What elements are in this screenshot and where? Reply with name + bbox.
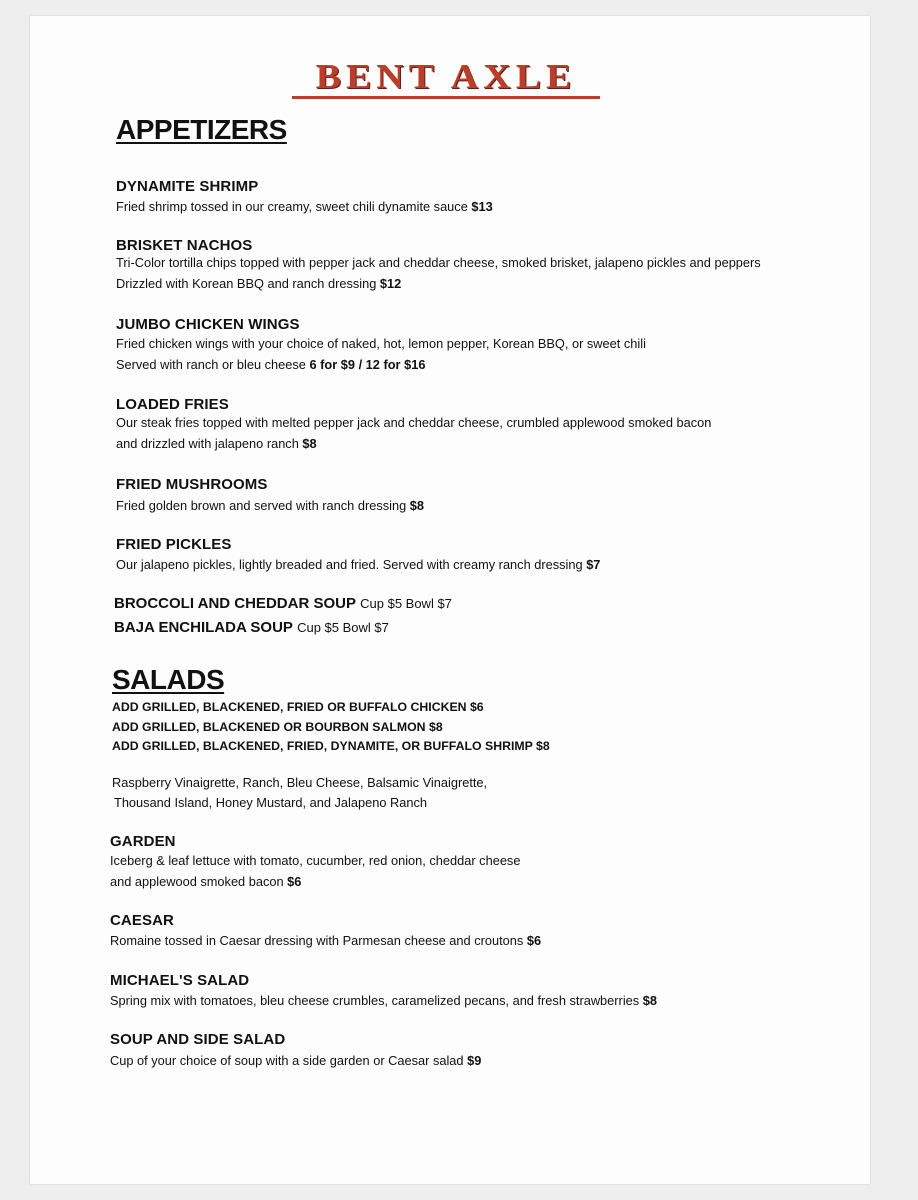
salad-description [110,1050,481,1071]
salad-addon: ADD GRILLED, BLACKENED, FRIED, DYNAMITE, OR BUFFALO SHRIMP $8 [112,739,550,753]
soup-price: Cup $5 Bowl $7 [297,620,389,635]
item-price: 6 for $9 / 12 for $16 [309,357,426,372]
logo-underline [292,96,600,99]
appetizer-description [116,495,424,516]
salad-addon: ADD GRILLED, BLACKENED OR BOURBON SALMON $8 [112,720,443,734]
description-line: and drizzled with jalapeno ranch [116,436,299,451]
dressing-line: Raspberry Vinaigrette, Ranch, Bleu Cheese, Balsamic Vinaigrette, [112,775,488,790]
description-line: Tri-Color tortilla chips topped with pepper jack and cheddar cheese, smoked brisket, jalapeno pickles and peppers [116,255,761,270]
description-line: Drizzled with Korean BBQ and ranch dressing [116,276,377,291]
item-price: $8 [409,498,425,513]
description-line: Our steak fries topped with melted pepper jack and cheddar cheese, crumbled applewood smoked bacon [116,415,712,430]
item-price: $8 [642,993,657,1008]
soup-item [114,595,452,612]
appetizer-name: FRIED MUSHROOMS [116,476,268,493]
item-price: $6 [526,933,542,948]
description-line: Cup of your choice of soup with a side garden or Caesar salad [110,1053,464,1068]
appetizer-description [116,554,600,575]
item-price: $6 [287,874,302,889]
appetizer-description [116,196,493,217]
description-line: Fried shrimp tossed in our creamy, sweet chili dynamite sauce [116,199,468,214]
salad-name: GARDEN [110,833,176,850]
item-price: $9 [467,1053,482,1068]
dressing-list [112,773,487,813]
description-line: Our jalapeno pickles, lightly breaded and fried. Served with creamy ranch dressing [116,557,583,572]
description-line: and applewood smoked bacon [110,874,284,889]
salad-name: SOUP AND SIDE SALAD [110,1031,286,1048]
description-line: Fried golden brown and served with ranch dressing [116,498,407,513]
appetizer-name: BRISKET NACHOS [116,237,253,254]
soup-item [114,619,389,636]
appetizer-description [116,252,761,294]
salad-name: MICHAEL'S SALAD [110,972,250,989]
appetizer-name: LOADED FRIES [116,396,229,413]
item-price: $13 [471,199,493,214]
restaurant-logo [286,57,606,99]
description-line: Served with ranch or bleu cheese [116,357,306,372]
appetizer-description [116,412,711,454]
soup-name: BROCCOLI AND CHEDDAR SOUP [114,595,356,612]
item-price: $7 [586,557,601,572]
soup-price: Cup $5 Bowl $7 [360,596,452,611]
appetizers-heading: APPETIZERS [116,114,287,145]
item-price: $8 [302,436,317,451]
appetizer-description [116,333,646,375]
appetizer-name: FRIED PICKLES [116,536,232,553]
soup-name: BAJA ENCHILADA SOUP [114,619,293,636]
dressing-line: Thousand Island, Honey Mustard, and Jalapeno Ranch [114,795,428,810]
restaurant-name: BENT AXLE [315,57,577,97]
description-line: Spring mix with tomatoes, bleu cheese crumbles, caramelized pecans, and fresh strawberries [110,993,640,1008]
menu-page [30,16,870,1184]
salad-name: CAESAR [110,912,174,929]
appetizer-name: DYNAMITE SHRIMP [116,178,259,195]
description-line: Iceberg & leaf lettuce with tomato, cucumber, red onion, cheddar cheese [110,853,521,868]
item-price: $12 [379,276,402,291]
appetizer-name: JUMBO CHICKEN WINGS [116,316,300,333]
salad-addon: ADD GRILLED, BLACKENED, FRIED OR BUFFALO CHICKEN $6 [112,700,484,714]
salad-description [110,930,541,951]
salads-heading: SALADS [112,664,225,695]
salad-description [110,990,657,1011]
description-line: Fried chicken wings with your choice of naked, hot, lemon pepper, Korean BBQ, or sweet chili [116,336,646,351]
salad-description [110,850,520,892]
description-line: Romaine tossed in Caesar dressing with Parmesan cheese and croutons [110,933,524,948]
